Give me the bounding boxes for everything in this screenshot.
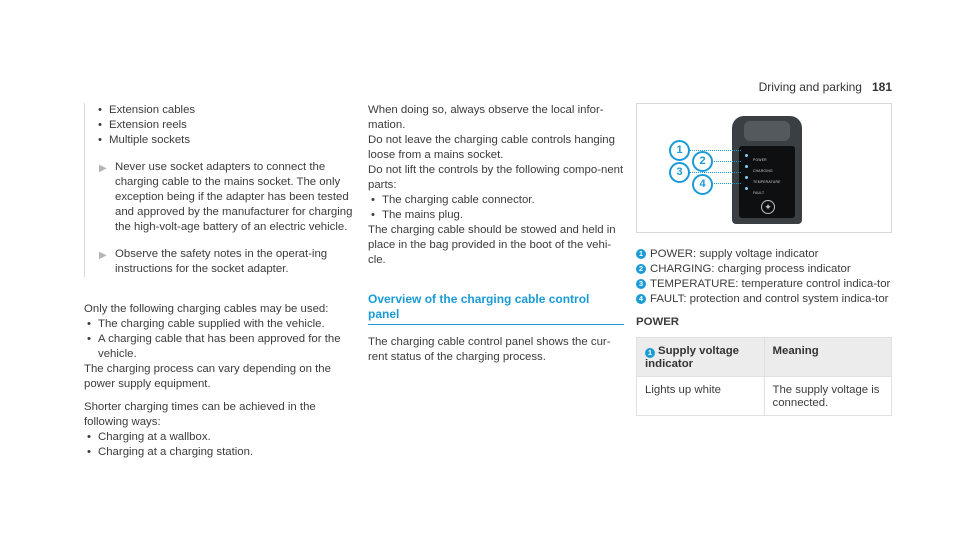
section-title: Overview of the charging cable control panel [368, 292, 624, 325]
page-header [759, 80, 892, 94]
table-header-cell: 1 Supply voltage indicator [637, 338, 765, 377]
allowed-cables-list [84, 317, 354, 362]
table-row [637, 377, 892, 416]
list-item: • The mains plug. [368, 208, 624, 223]
legend-item [636, 247, 892, 262]
note [95, 160, 354, 235]
paragraph: Shorter charging times can be achieved in the following ways: [84, 401, 316, 428]
panel-label: TEMPERATURE [753, 180, 781, 184]
arrow-right-icon: ▶ [99, 250, 107, 261]
number-badge: 1 [636, 249, 646, 259]
components-list [368, 193, 624, 223]
charging-cable-control-unit [732, 116, 802, 224]
panel-label: FAULT [753, 191, 765, 195]
brand-logo-icon: ✦ [761, 200, 775, 214]
arrow-right-icon: ▶ [99, 163, 107, 174]
legend-text: FAULT: protection and control system indica-tor [650, 293, 889, 305]
warning-box [84, 103, 354, 277]
paragraph: Do not lift the controls by the following compo-nent parts: [368, 164, 624, 191]
section-name: Driving and parking [758, 80, 862, 94]
list-item: • Charging at a charging station. [84, 445, 354, 460]
legend-item [636, 277, 892, 292]
charging-ways-list [84, 430, 354, 460]
number-badge: 1 [645, 348, 655, 358]
legend-text: TEMPERATURE: temperature control indica-tor [650, 278, 891, 290]
column-3 [636, 103, 892, 416]
page-number: 181 [871, 80, 892, 94]
note-text: Observe the safety notes in the operat-ing instructions for the socket adapter. [115, 248, 328, 275]
callout-2: 2 [692, 151, 713, 172]
paragraph: Only the following charging cables may be used: [84, 303, 329, 315]
list-item: • Extension reels [95, 118, 354, 133]
legend [636, 247, 892, 307]
panel-label: POWER [753, 158, 767, 162]
power-led [745, 154, 748, 157]
note [95, 247, 354, 277]
legend-item [636, 292, 892, 307]
number-badge: 4 [636, 294, 646, 304]
paragraph: The charging cable control panel shows the cur-rent status of the charging process. [368, 336, 611, 363]
list-item: • The charging cable connector. [368, 193, 624, 208]
temperature-led [745, 176, 748, 179]
table-cell: The supply voltage is connected. [764, 377, 892, 416]
number-badge: 2 [636, 264, 646, 274]
callout-1: 1 [669, 140, 690, 161]
legend-item [636, 262, 892, 277]
legend-text: POWER: supply voltage indicator [650, 248, 819, 260]
list-item: • A charging cable that has been approved for the vehicle. [84, 332, 354, 362]
panel-label: CHARGING [753, 169, 773, 173]
note-text: Never use socket adapters to connect the charging cable to the mains socket. The only exception being if the adapter has been tested and approved by the manufacturer for charging the high-volt-age battery of an electric vehicle. [115, 161, 353, 233]
control-panel [739, 146, 795, 218]
table-cell: Lights up white [637, 377, 765, 416]
power-table [636, 337, 892, 416]
column-2 [368, 103, 624, 365]
paragraph: When doing so, always observe the local infor-mation. [368, 104, 604, 131]
power-heading: POWER [636, 316, 680, 328]
column-1 [84, 103, 354, 460]
list-item: • Multiple sockets [95, 133, 354, 148]
not-permitted-list [95, 103, 354, 148]
number-badge: 3 [636, 279, 646, 289]
paragraph: The charging cable should be stowed and held in place in the bag provided in the boot of the vehi-cle. [368, 224, 616, 266]
paragraph: The charging process can vary depending on the power supply equipment. [84, 363, 331, 390]
list-item: • Charging at a wallbox. [84, 430, 354, 445]
list-item: • Extension cables [95, 103, 354, 118]
fault-led [745, 187, 748, 190]
charging-led [745, 165, 748, 168]
legend-text: CHARGING: charging process indicator [650, 263, 851, 275]
control-panel-illustration [636, 103, 892, 233]
table-header-cell: Meaning [764, 338, 892, 377]
callout-4: 4 [692, 174, 713, 195]
callout-3: 3 [669, 162, 690, 183]
paragraph: Do not leave the charging cable controls hanging loose from a mains socket. [368, 134, 615, 161]
list-item: • The charging cable supplied with the vehicle. [84, 317, 354, 332]
